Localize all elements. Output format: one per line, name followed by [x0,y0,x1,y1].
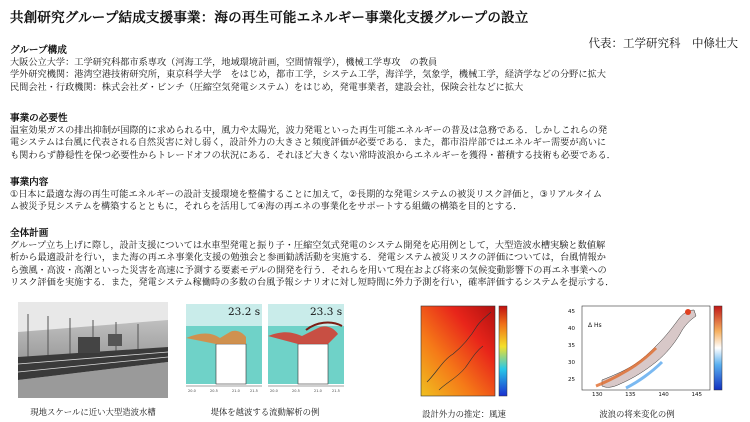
wave-y-ticks [568,304,575,389]
section-line: ①日本に最適な海の再生可能エネルギーの設計支援環境を整備することに加えて，②長期的な発電システムの被災リスク評価と，③リアルタイム [10,189,603,201]
cfd-time-left: 23.2 s [228,306,261,318]
svg-text:21.0: 21.0 [314,389,322,393]
section-line: ら強風・高波・高潮といった災害を高速に予測する要素モデルの開発を行う．それらを用いて現在および将来の気候変動影響下の再エネ事業への [10,264,607,276]
section-line: 民間会社・行政機関：株式会社ダ・ビンチ（圧縮空気発電システム）をはじめ，発電事業者，建設会社，保険会社などに拡大 [10,81,524,93]
y-tick: 35 [568,343,575,349]
section-content [10,177,745,214]
wave-tank-photo [18,302,168,398]
representative: 代表：工学研究科 中條壮大 [588,36,738,50]
cfd-time-right: 23.3 s [310,306,343,318]
section-overall-plan [10,228,745,289]
x-tick: 130 [592,392,603,398]
section-heading: 事業の必要性 [10,113,68,124]
wave-x-ticks [592,392,702,398]
wind-caption: 設計外力の推定：風速 [422,409,506,419]
figure-strip [0,302,750,422]
section-line: グループ立ち上げに際し，設計支援については水車型発電と振り子・圧縮空気式発電のシステム開発を応用例として，大型造波水槽実験と数値解 [10,240,606,252]
section-line: ム被災予見システムを構築するとともに，それらを活用して④海の再エネの事業化をサポートする組織の構築を目的とする． [10,201,523,213]
section-line: リスク評価を実施する．また，発電システム稼働時の多数の台風予報シナリオに対し短時間に外力予測を行い，確率評価するシステムを提示する． [10,276,615,288]
section-heading: 全体計画 [10,228,49,239]
y-tick: 25 [568,377,575,383]
cfd-figure [186,302,344,398]
x-tick: 135 [625,392,636,398]
section-line: 析から最適設計を行い，また海の再エネ事業化支援の勉強会と参画勧誘活動を実施する．発電システム被災リスクの評価については，台風情報か [10,252,606,264]
section-line: 温室効果ガスの排出抑制が国際的に求められる中，風力や太陽光，波力発電といった再生可能エネルギーの普及は急務である．しかしこれらの発 [10,125,608,137]
section-line: も関わらず静穏性を保つ必要性からトレードオフの状況にある．それほど大きくない常時波浪からエネルギーを獲得・蓄積する技術も必要である． [10,149,616,161]
section-necessity [10,113,745,162]
tank-caption: 現地スケールに近い大型造波水槽 [30,407,156,417]
svg-text:20.5: 20.5 [210,389,218,393]
svg-text:20.5: 20.5 [292,389,300,393]
section-line: 学外研究機関：港湾空港技術研究所，東京科学大学 をはじめ，都市工学，システム工学，海洋学，気象学，機械工学，経済学などの分野に拡大 [10,69,606,81]
x-tick: 145 [691,392,702,398]
section-heading: 事業内容 [10,177,49,188]
wave-change-map [566,302,734,404]
cfd-caption: 堤体を越波する流動解析の例 [210,407,320,417]
svg-text:20.0: 20.0 [270,389,278,393]
wave-map-label: Δ Hs [588,322,602,329]
y-tick: 30 [568,360,575,366]
svg-text:21.0: 21.0 [232,389,240,393]
x-tick: 140 [658,392,669,398]
svg-text:21.5: 21.5 [332,389,340,393]
y-tick: 45 [568,309,575,315]
wave-caption: 波浪の将来変化の例 [599,409,675,419]
section-line: 電システムは台風に代表される自然災害に対し弱く，設計外力の大きさと頻度評価が必要である．また，都市沿岸部ではエネルギー需要が高いに [10,137,607,149]
section-heading: グループ構成 [10,45,67,56]
svg-text:20.0: 20.0 [188,389,196,393]
svg-text:21.5: 21.5 [250,389,258,393]
section-line: 大阪公立大学：工学研究科都市系専攻（河海工学，地域環境計画，空間情報学），機械工学専攻 の教員 [10,57,438,69]
y-tick: 40 [568,326,575,332]
section-group-composition [10,45,745,94]
page-title: 共創研究グループ結成支援事業：海の再生可能エネルギー事業化支援グループの設立 [10,10,529,26]
wind-speed-map [417,302,511,402]
